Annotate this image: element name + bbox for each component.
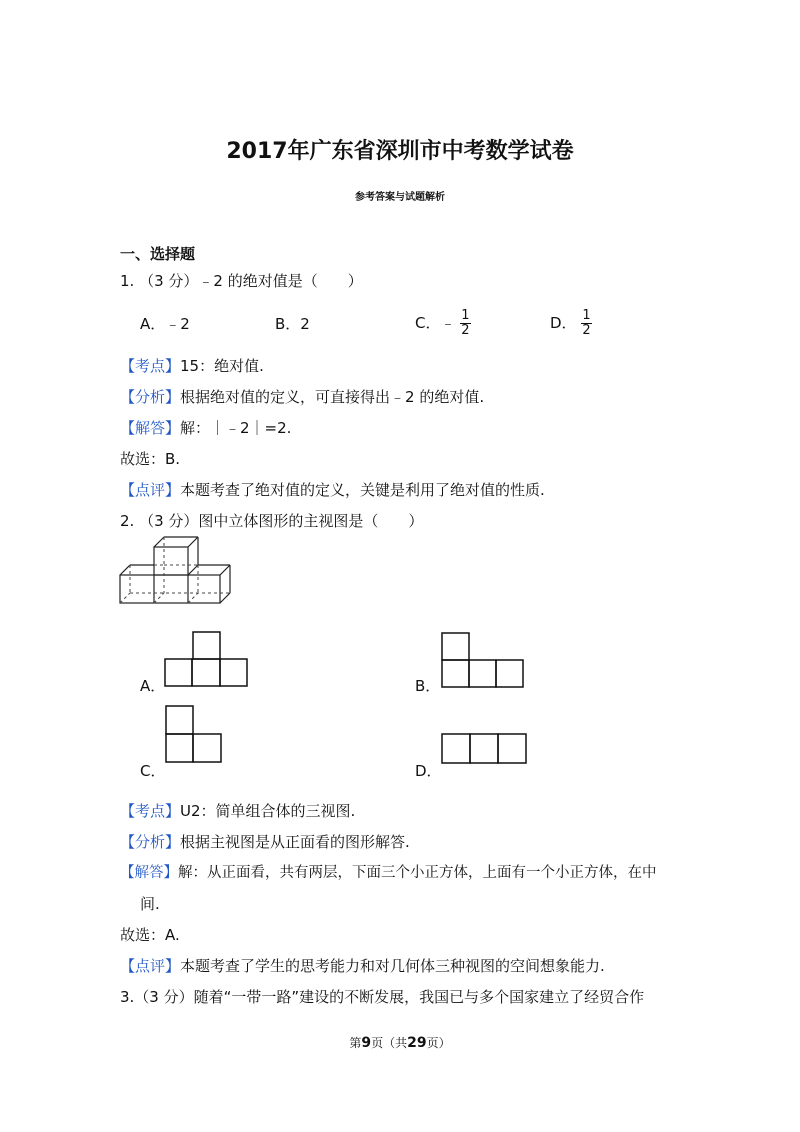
q2-jieda-text-2: 间. bbox=[140, 895, 160, 913]
q2-option-a-figure bbox=[165, 632, 249, 688]
q2-jieda-text-1: 解：从正面看，共有两层，下面三个小正方体，上面有一个小正方体，在中 bbox=[178, 865, 657, 881]
q1-kaodian bbox=[120, 357, 264, 375]
solid-figure bbox=[118, 535, 238, 607]
q2-option-b-label: B． bbox=[415, 677, 441, 695]
dianping-tag: 【点评】 bbox=[120, 957, 181, 975]
q2-option-d-figure bbox=[442, 734, 528, 766]
q1-dianping bbox=[120, 481, 545, 499]
q1-fenxi-text: 根据绝对值的定义，可直接得出﹣2 的绝对值. bbox=[180, 388, 485, 406]
jieda-tag: 【解答】 bbox=[120, 865, 178, 881]
q1-option-d bbox=[550, 309, 592, 338]
q1-stem: 1. （3 分）﹣2 的绝对值是（ ） bbox=[120, 272, 363, 290]
q1-kaodian-text: 15：绝对值. bbox=[180, 357, 264, 375]
q2-kaodian bbox=[120, 802, 355, 820]
q2-kaodian-text: U2：简单组合体的三视图. bbox=[180, 802, 356, 820]
q2-fenxi-text: 根据主视图是从正面看的图形解答. bbox=[180, 833, 410, 851]
q1-option-c-numerator: 1 bbox=[461, 308, 470, 323]
q1-option-d-numerator: 1 bbox=[582, 308, 591, 323]
q2-stem: 2. （3 分）图中立体图形的主视图是（ ） bbox=[120, 512, 424, 530]
q2-option-b-figure bbox=[442, 633, 526, 689]
q2-option-c-figure bbox=[166, 706, 224, 764]
q1-option-d-prefix: D． bbox=[550, 314, 577, 332]
q1-option-c-denominator: 2 bbox=[461, 323, 470, 338]
q1-option-c-prefix: C．﹣ bbox=[415, 314, 456, 332]
footer-page-number: 9 bbox=[361, 1035, 372, 1051]
fenxi-tag: 【分析】 bbox=[120, 388, 181, 406]
page-footer bbox=[0, 1034, 800, 1051]
q2-option-d-label: D． bbox=[415, 762, 442, 780]
q2-jieda bbox=[120, 864, 657, 882]
footer-total-pages: 29 bbox=[407, 1035, 427, 1051]
q1-fenxi bbox=[120, 388, 484, 406]
solid-bottom-front bbox=[120, 575, 220, 603]
q2-dianping-text: 本题考查了学生的思考能力和对几何体三种视图的空间想象能力. bbox=[180, 957, 605, 975]
q1-jieda-text: 解：｜﹣2｜=2. bbox=[180, 419, 292, 437]
footer-post: 页） bbox=[426, 1036, 451, 1050]
kaodian-tag: 【考点】 bbox=[120, 802, 181, 820]
solid-top-cube bbox=[154, 547, 188, 575]
kaodian-tag: 【考点】 bbox=[120, 357, 181, 375]
jieda-tag: 【解答】 bbox=[120, 419, 181, 437]
q1-option-c-fraction bbox=[460, 309, 470, 338]
page-title: 2017年广东省深圳市中考数学试卷 bbox=[226, 139, 574, 164]
q2-option-a-label: A． bbox=[140, 677, 166, 695]
q1-dianping-text: 本题考查了绝对值的定义，关键是利用了绝对值的性质. bbox=[180, 481, 545, 499]
q3-stem: 3.（3 分）随着“一带一路”建设的不断发展，我国已与多个国家建立了经贸合作 bbox=[120, 988, 645, 1006]
footer-pre: 第 bbox=[349, 1036, 362, 1050]
q1-option-c bbox=[415, 309, 471, 338]
q2-fenxi bbox=[120, 833, 410, 851]
q1-choice: 故选：B. bbox=[120, 450, 181, 468]
footer-mid: 页（共 bbox=[371, 1036, 408, 1050]
q1-option-a: A．﹣2 bbox=[140, 315, 190, 333]
q2-dianping bbox=[120, 957, 605, 975]
q1-option-d-denominator: 2 bbox=[582, 323, 591, 338]
q2-choice: 故选：A. bbox=[120, 926, 180, 944]
fenxi-tag: 【分析】 bbox=[120, 833, 181, 851]
page-subtitle: 参考答案与试题解析 bbox=[355, 192, 445, 203]
q1-option-b: B．2 bbox=[275, 315, 310, 333]
dianping-tag: 【点评】 bbox=[120, 481, 181, 499]
q1-jieda bbox=[120, 419, 291, 437]
section-heading: 一、选择题 bbox=[120, 245, 196, 263]
q1-option-d-fraction bbox=[581, 309, 591, 338]
q2-option-c-label: C． bbox=[140, 762, 166, 780]
